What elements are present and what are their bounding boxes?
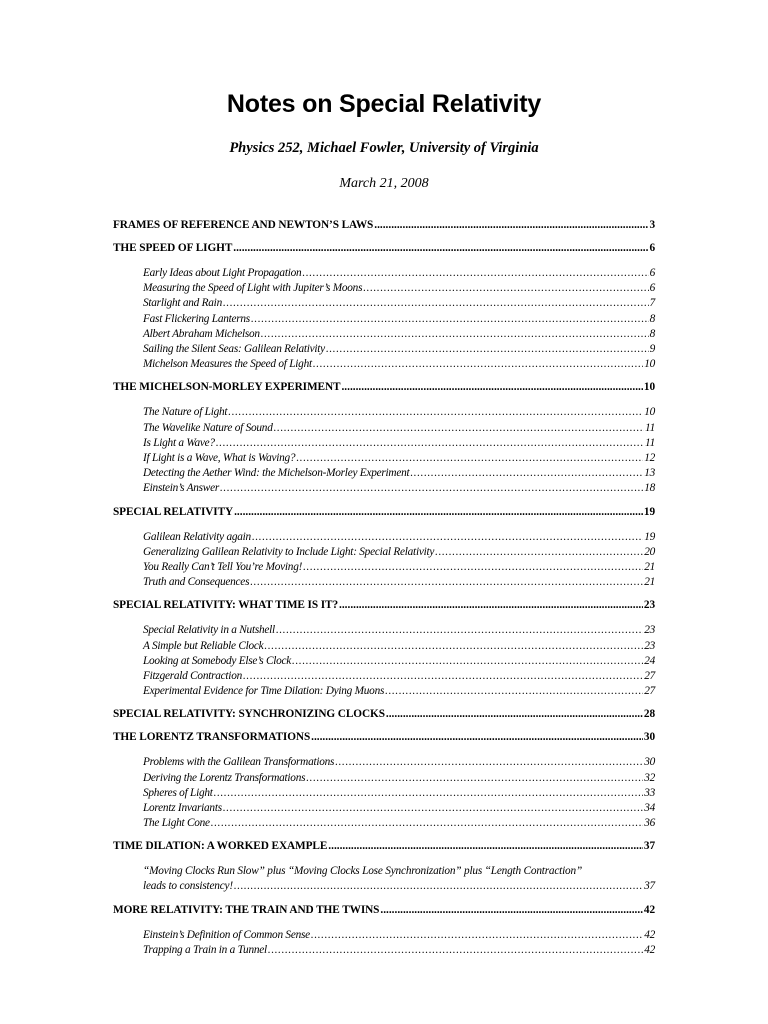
dot-leader [292,654,643,669]
toc-page-number: 28 [643,708,655,721]
toc-section-title: SPECIAL RELATIVITY: SYNCHRONIZING CLOCKS [113,708,385,721]
dot-leader [385,684,643,699]
toc-page-number: 19 [644,530,655,543]
toc-page-number: 11 [645,421,655,434]
toc-subsection-title: If Light is a Wave, What is Waving? [143,452,296,465]
toc-subsection-title: Fitzgerald Contraction [143,670,242,683]
toc-subsection-title: Detecting the Aether Wind: the Michelson-Morley Experiment [143,467,410,480]
toc-page-number: 20 [644,545,655,558]
toc-subsection-entry[interactable] [113,545,655,560]
toc-subsection-title: Special Relativity in a Nutshell [143,624,275,637]
dot-leader [211,816,643,831]
dot-leader [276,623,643,638]
toc-page-number: 13 [644,467,655,480]
dot-leader [326,342,649,357]
toc-subsection-entry[interactable] [113,864,655,894]
toc-subsection-title: A Simple but Reliable Clock [143,639,264,652]
dot-leader [261,327,649,342]
toc-subsection-entry[interactable] [113,639,655,654]
dot-leader [335,755,643,770]
dot-leader [303,560,643,575]
toc-subsection-entry[interactable] [113,623,655,638]
toc-subsection-title: Fast Flickering Lanterns [143,312,250,325]
toc-page-number: 23 [643,599,655,612]
toc-subsection-list [113,266,655,372]
toc-subsection-title: Einstein’s Definition of Common Sense [143,928,310,941]
toc-subsection-entry[interactable] [113,530,655,545]
toc-page-number: 8 [649,327,655,340]
toc-subsection-entry[interactable] [113,466,655,481]
toc-subsection-title: The Nature of Light [143,406,228,419]
toc-section-entry[interactable] [113,707,655,722]
toc-subsection-title: Looking at Somebody Else’s Clock [143,654,292,667]
toc-section-title: THE MICHELSON-MORLEY EXPERIMENT [113,381,341,394]
toc-subsection-entry[interactable] [113,943,655,958]
toc-section [113,730,655,831]
toc-subsection-title: The Wavelike Nature of Sound [143,421,273,434]
toc-subsection-entry[interactable] [113,801,655,816]
toc-subsection-title: Starlight and Rain [143,297,222,310]
document-date: March 21, 2008 [339,176,429,191]
toc-subsection-entry[interactable] [113,575,655,590]
dot-leader [306,771,643,786]
toc-page-number: 42 [643,903,655,916]
toc-page-number: 30 [643,731,655,744]
dot-leader [252,530,643,545]
toc-subsection-entry[interactable] [113,312,655,327]
dot-leader [223,296,649,311]
toc-subsection-title: Is Light a Wave? [143,436,215,449]
toc-page-number: 42 [644,928,655,941]
toc-subsection-entry[interactable] [113,928,655,943]
toc-page-number: 21 [644,576,655,589]
toc-page-number: 27 [644,685,655,698]
document-title: Notes on Special Relativity [226,90,542,118]
toc-subsection-list [113,755,655,831]
toc-section-entry[interactable] [113,730,655,745]
toc-subsection-entry[interactable] [113,771,655,786]
dot-leader [216,436,644,451]
dot-leader [251,312,649,327]
toc-subsection-title: You Really Can’t Tell You’re Moving! [143,561,303,574]
dot-leader [264,639,643,654]
dot-leader [339,598,643,613]
toc-section-title: THE SPEED OF LIGHT [113,242,233,254]
toc-page-number: 37 [643,840,655,853]
toc-subsection-title: Problems with the Galilean Transformations [143,756,335,769]
toc-subsection-title: Galilean Relativity again [143,530,251,543]
toc-page-number: 27 [644,670,655,683]
toc-page-number: 9 [649,343,655,356]
toc-subsection-line2 [143,879,655,894]
toc-page-number: 19 [643,505,655,518]
toc-subsection-title: Albert Abraham Michelson [143,327,260,340]
toc-page-number: 6 [649,242,655,254]
toc-page-number: 36 [644,817,655,830]
toc-section-title: THE LORENTZ TRANSFORMATIONS [113,731,311,744]
toc-section-entry[interactable] [113,903,655,918]
toc-subsection-list [113,530,655,591]
dot-leader [311,730,643,745]
toc-subsection-title: Lorentz Invariants [143,802,222,815]
toc-section [113,903,655,958]
section-spacer [113,233,655,241]
toc-subsection-entry[interactable] [113,357,655,372]
toc-subsection-entry[interactable] [113,342,655,357]
toc-subsection-entry[interactable] [113,755,655,770]
toc-section-entry[interactable] [113,380,655,395]
toc-page-number: 3 [649,219,655,231]
toc-section-entry[interactable] [113,839,655,854]
dot-leader [341,380,642,395]
dot-leader [380,903,643,918]
toc-subsection-title: Early Ideas about Light Propagation [143,267,302,279]
toc-page-number: 30 [644,756,655,769]
toc-page-number: 33 [644,786,655,799]
toc-subsection-title: Measuring the Speed of Light with Jupiter’s Moons [143,282,363,295]
toc-subsection-entry[interactable] [113,560,655,575]
dot-leader [214,786,644,801]
toc-page-number: 23 [644,639,655,652]
toc-page-number: 42 [644,943,655,956]
section-spacer [113,722,655,730]
toc-subsection-list [113,405,655,496]
dot-leader [328,839,643,854]
document-subtitle: Physics 252, Michael Fowler, University of Virginia [229,140,539,156]
toc-subsection-entry[interactable] [113,684,655,699]
toc-subsection-title: Deriving the Lorentz Transformations [143,771,306,784]
toc-page-number: 21 [644,561,655,574]
dot-leader [386,707,643,722]
toc-page-number: 23 [644,624,655,637]
toc-subsection-title: Sailing the Silent Seas: Galilean Relativity [143,343,325,356]
dot-leader [223,801,643,816]
toc-subsection-entry[interactable] [113,281,655,296]
toc-subsection-title: Generalizing Galilean Relativity to Include Light: Special Relativity [143,545,435,558]
dot-leader [250,575,643,590]
dot-leader [374,218,648,233]
toc-subsection-entry[interactable] [113,421,655,436]
dot-leader [410,466,643,481]
toc-page-number: 32 [644,771,655,784]
toc-subsection-entry[interactable] [113,296,655,311]
toc-section [113,505,655,591]
toc-subsection-entry[interactable] [113,816,655,831]
toc-section-entry[interactable] [113,218,655,233]
toc-subsection-title: Trapping a Train in a Tunnel [143,943,267,956]
dot-leader [435,545,643,560]
toc-page-number: 12 [644,452,655,465]
toc-subsection-title-line1: “Moving Clocks Run Slow” plus “Moving Clocks Lose Synchronization” plus “Length Contraction” [143,865,583,878]
toc-section-entry[interactable] [113,598,655,613]
dot-leader [363,281,648,296]
dot-leader [233,241,648,256]
toc-section-title: MORE RELATIVITY: THE TRAIN AND THE TWINS [113,903,380,916]
toc-page-number: 24 [644,654,655,667]
toc-subsection-title: Michelson Measures the Speed of Light [143,358,312,371]
dot-leader [228,405,643,420]
dot-leader [220,481,643,496]
toc-subsection-title: Spheres of Light [143,786,213,799]
toc-page-number: 10 [644,406,655,419]
toc-page-number: 18 [644,482,655,495]
toc-subsection-entry[interactable] [113,481,655,496]
dot-leader [243,669,643,684]
toc-subsection-entry[interactable] [113,451,655,466]
toc-section [113,839,655,894]
toc-subsection-title: Experimental Evidence for Time Dilation: Dying Muons [143,685,385,698]
toc-subsection-entry[interactable] [113,786,655,801]
dot-leader [274,421,644,436]
toc-section [113,218,655,241]
toc-section [113,380,655,496]
toc-subsection-entry[interactable] [113,436,655,451]
toc-subsection-list [113,928,655,958]
toc-section [113,598,655,699]
toc-page-number: 6 [649,282,655,295]
dot-leader [234,505,643,520]
toc-page-number: 6 [649,267,655,279]
dot-leader [302,266,648,281]
toc-page-number: 37 [644,880,655,893]
toc-page-number: 34 [644,802,655,815]
dot-leader [268,943,643,958]
toc-section-title: SPECIAL RELATIVITY: WHAT TIME IS IT? [113,599,339,612]
table-of-contents [113,218,655,966]
dot-leader [296,451,643,466]
toc-subsection-entry[interactable] [113,669,655,684]
toc-subsection-entry[interactable] [113,654,655,669]
toc-page-number: 10 [643,381,655,394]
toc-subsection-title: Einstein’s Answer [143,482,219,495]
dot-leader [311,928,643,943]
toc-subsection-title-line2: leads to consistency! [143,880,233,893]
toc-section-title: FRAMES OF REFERENCE AND NEWTON’S LAWS [113,219,374,231]
toc-page-number: 10 [644,358,655,371]
toc-page-number: 11 [645,436,655,449]
dot-leader [313,357,643,372]
toc-section [113,707,655,730]
toc-subsection-list [113,623,655,699]
toc-subsection-entry[interactable] [113,266,655,281]
toc-subsection-title: The Light Cone [143,817,210,830]
dot-leader [234,879,643,894]
toc-subsection-entry[interactable] [113,327,655,342]
toc-section [113,241,655,372]
toc-section-title: SPECIAL RELATIVITY [113,505,234,518]
toc-section-title: TIME DILATION: A WORKED EXAMPLE [113,840,328,853]
toc-subsection-entry[interactable] [113,405,655,420]
toc-section-entry[interactable] [113,505,655,520]
toc-page-number: 7 [649,297,655,310]
toc-subsection-title: Truth and Consequences [143,576,250,589]
toc-section-entry[interactable] [113,241,655,256]
toc-page-number: 8 [649,312,655,325]
